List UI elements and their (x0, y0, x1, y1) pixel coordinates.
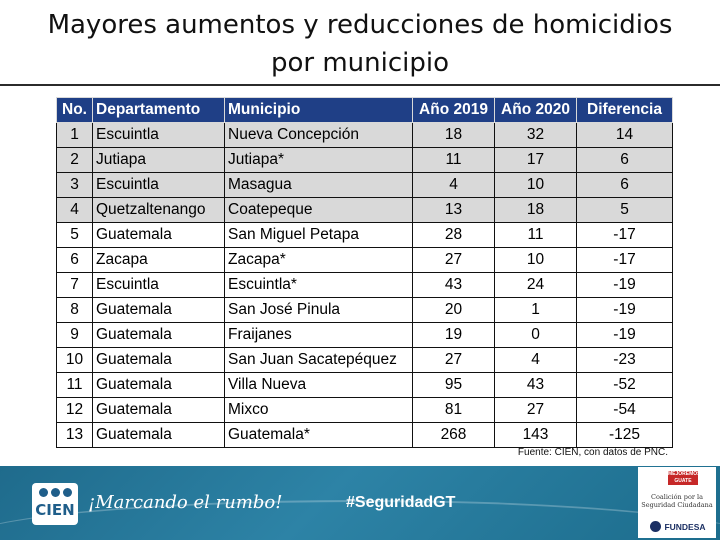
header-no: No. (57, 98, 93, 123)
cell-departamento: Guatemala (93, 323, 225, 348)
table-row (57, 148, 673, 173)
table-row (57, 423, 673, 448)
hashtag: #SeguridadGT (346, 494, 456, 511)
cell-y2020: 43 (495, 373, 577, 398)
cell-diferencia: -17 (577, 223, 673, 248)
cell-diferencia: 6 (577, 173, 673, 198)
cell-y2019: 27 (413, 248, 495, 273)
cell-no: 11 (57, 373, 93, 398)
cell-y2019: 19 (413, 323, 495, 348)
cell-departamento: Escuintla (93, 123, 225, 148)
cell-diferencia: 5 (577, 198, 673, 223)
source-note: Fuente: CIEN, con datos de PNC. (517, 447, 668, 458)
cell-municipio: Guatemala* (225, 423, 413, 448)
table-row (57, 248, 673, 273)
cell-departamento: Guatemala (93, 298, 225, 323)
cell-y2019: 81 (413, 398, 495, 423)
cell-y2020: 24 (495, 273, 577, 298)
cell-diferencia: -17 (577, 248, 673, 273)
cell-diferencia: 14 (577, 123, 673, 148)
table-row (57, 173, 673, 198)
cell-y2020: 17 (495, 148, 577, 173)
header-municipio: Municipio (225, 98, 413, 123)
cell-municipio: Escuintla* (225, 273, 413, 298)
cell-y2020: 11 (495, 223, 577, 248)
cell-diferencia: -19 (577, 273, 673, 298)
cell-departamento: Zacapa (93, 248, 225, 273)
slogan: ¡Marcando el rumbo! (88, 492, 283, 513)
cell-diferencia: -52 (577, 373, 673, 398)
cell-municipio: San José Pinula (225, 298, 413, 323)
cell-departamento: Guatemala (93, 398, 225, 423)
table-body (57, 123, 673, 448)
cell-municipio: Villa Nueva (225, 373, 413, 398)
partner-logo (638, 467, 716, 538)
cell-municipio: Coatepeque (225, 198, 413, 223)
cien-logo-dots (39, 488, 72, 497)
cell-departamento: Jutiapa (93, 148, 225, 173)
cell-y2020: 10 (495, 248, 577, 273)
cell-diferencia: -23 (577, 348, 673, 373)
footer-banner (0, 466, 720, 540)
cell-y2020: 32 (495, 123, 577, 148)
cell-no: 12 (57, 398, 93, 423)
cell-y2019: 43 (413, 273, 495, 298)
cell-y2019: 13 (413, 198, 495, 223)
coalicion-name: Coalición por la Seguridad Ciudadana (641, 493, 713, 509)
cell-y2019: 11 (413, 148, 495, 173)
cell-municipio: Jutiapa* (225, 148, 413, 173)
cell-diferencia: -19 (577, 323, 673, 348)
cell-no: 5 (57, 223, 93, 248)
cell-municipio: Masagua (225, 173, 413, 198)
cell-y2020: 27 (495, 398, 577, 423)
cell-municipio: Nueva Concepción (225, 123, 413, 148)
cell-no: 6 (57, 248, 93, 273)
cien-logo-text: CIEN (35, 501, 75, 519)
cell-no: 10 (57, 348, 93, 373)
cell-no: 4 (57, 198, 93, 223)
cell-y2019: 27 (413, 348, 495, 373)
table-header-row (57, 98, 673, 123)
cell-municipio: Zacapa* (225, 248, 413, 273)
cell-diferencia: -19 (577, 298, 673, 323)
cell-departamento: Guatemala (93, 423, 225, 448)
cell-departamento: Escuintla (93, 273, 225, 298)
cell-y2020: 143 (495, 423, 577, 448)
cell-no: 3 (57, 173, 93, 198)
cell-departamento: Guatemala (93, 223, 225, 248)
cell-diferencia: 6 (577, 148, 673, 173)
cell-no: 1 (57, 123, 93, 148)
cell-y2020: 10 (495, 173, 577, 198)
cell-y2020: 4 (495, 348, 577, 373)
table-row (57, 123, 673, 148)
header-departamento: Departamento (93, 98, 225, 123)
cell-diferencia: -54 (577, 398, 673, 423)
cell-y2019: 18 (413, 123, 495, 148)
title-line-2: por municipio (270, 48, 450, 78)
fundesa-logo (642, 521, 714, 532)
table-row (57, 398, 673, 423)
table-row (57, 323, 673, 348)
cell-y2019: 20 (413, 298, 495, 323)
header-diferencia: Diferencia (577, 98, 673, 123)
cien-logo (32, 483, 78, 525)
cell-no: 7 (57, 273, 93, 298)
cell-y2019: 4 (413, 173, 495, 198)
title-line-1: Mayores aumentos y reducciones de homicidios (47, 10, 673, 40)
cell-y2020: 1 (495, 298, 577, 323)
cell-diferencia: -125 (577, 423, 673, 448)
table-row (57, 273, 673, 298)
cell-no: 9 (57, 323, 93, 348)
slide-title (0, 6, 720, 82)
title-divider (0, 84, 720, 86)
cell-y2020: 0 (495, 323, 577, 348)
cell-municipio: Mixco (225, 398, 413, 423)
cell-municipio: San Juan Sacatepéquez (225, 348, 413, 373)
cell-y2019: 28 (413, 223, 495, 248)
cell-municipio: San Miguel Petapa (225, 223, 413, 248)
header-2019: Año 2019 (413, 98, 495, 123)
table-row (57, 348, 673, 373)
header-2020: Año 2020 (495, 98, 577, 123)
mejoremos-guate-badge: MEJOREMOS GUATE (668, 471, 701, 484)
cell-municipio: Fraijanes (225, 323, 413, 348)
cell-departamento: Escuintla (93, 173, 225, 198)
homicide-table (56, 97, 673, 448)
table-row (57, 298, 673, 323)
cell-departamento: Guatemala (93, 348, 225, 373)
table-row (57, 223, 673, 248)
cell-departamento: Quetzaltenango (93, 198, 225, 223)
cell-no: 2 (57, 148, 93, 173)
cell-no: 8 (57, 298, 93, 323)
cell-y2020: 18 (495, 198, 577, 223)
table-row (57, 198, 673, 223)
fundesa-icon (650, 521, 661, 532)
fundesa-text: FUNDESA (664, 521, 706, 532)
cell-y2019: 95 (413, 373, 495, 398)
cell-no: 13 (57, 423, 93, 448)
cell-y2019: 268 (413, 423, 495, 448)
cell-departamento: Guatemala (93, 373, 225, 398)
table-row (57, 373, 673, 398)
